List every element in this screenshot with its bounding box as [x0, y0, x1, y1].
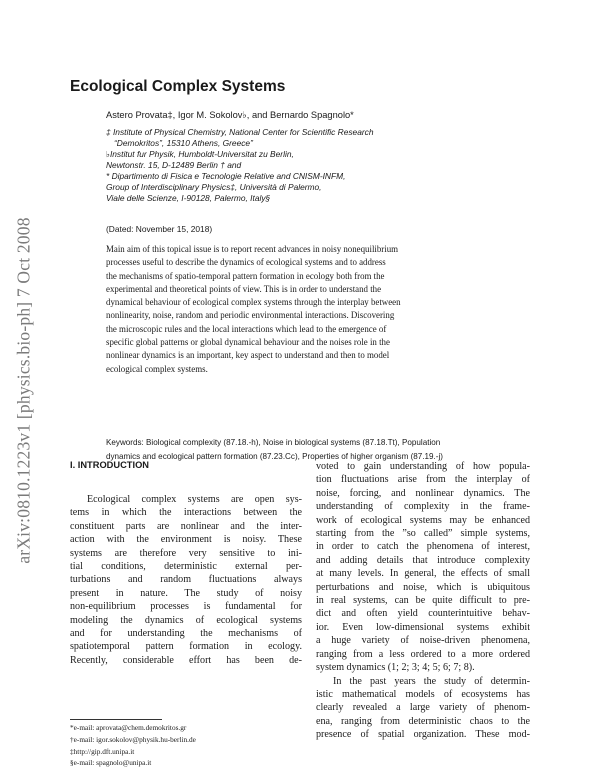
footnote-email-spagnolo: §e-mail: spagnolo@unipa.it [70, 758, 152, 768]
affiliation-line: Group of Interdisciplinary Physics‡, Università di Palermo, [106, 182, 322, 192]
abstract-line: the microscopic rules and the local interactions which lead to the emergence of [106, 323, 387, 334]
body-line: in real systems, can be quite difficult to pre- [316, 595, 530, 607]
body-line: Ecological complex systems are open sys- [87, 494, 302, 505]
body-line: ranging from a less ordered to a more ordered [316, 648, 530, 660]
abstract-line: ecological complex systems. [106, 363, 208, 374]
affiliations [106, 127, 374, 204]
body-line: tion fluctuations arise from the interplay of [316, 474, 530, 486]
body-line: constituent parts are nonlinear and the inter- [70, 520, 302, 532]
body-line: present in nature. The study of noisy [70, 587, 302, 599]
body-line: action with the environment is noisy. These [70, 534, 302, 546]
abstract-line: dynamical behaviour of ecological complex systems through the interplay between [106, 297, 401, 308]
body-line: systems are therefore very sensitive to ini- [70, 547, 302, 559]
body-line: noise, forcing, and nonlinear dynamics. The [316, 487, 530, 499]
affiliation-line: Newtonstr. 15, D-12489 Berlin † and [106, 160, 242, 170]
body-line: turbations and random fluctuations always [70, 574, 302, 586]
affiliation-line: ‡ Institute of Physical Chemistry, National Center for Scientific Research [106, 127, 374, 137]
footnote-url-gip: ‡http://gip.dft.unipa.it [70, 746, 135, 756]
body-line: modeling the dynamics of ecological systems [70, 614, 302, 626]
body-line: a huge variety of noise-driven phenomena, [316, 635, 530, 647]
affiliation-line: “Demokritos”, 15310 Athens, Greece” [114, 138, 253, 148]
body-line: non-equilibrium processes is fundamental for [70, 601, 302, 613]
arxiv-identifier-text: arXiv:0810.1223v1 [physics.bio-ph] 7 Oct 2008 [13, 216, 34, 564]
abstract-line: processes useful to describe the dynamics of ecological systems and to address [106, 257, 386, 268]
body-line: perturbations and noise, which is ubiquitous [316, 581, 530, 593]
abstract-line: experimental and theoretical points of view. This is in order to understand the [106, 283, 382, 294]
left-column-text [70, 493, 302, 667]
body-line: clearly revealed a large variety of phenom- [316, 702, 530, 714]
arxiv-identifier-stamp [6, 180, 42, 600]
author-list: Astero Provata‡, Igor M. Sokolov♭, and Bernardo Spagnolo* [106, 110, 354, 120]
body-line: spatiotemporal pattern formation in ecology. [70, 641, 302, 653]
date-line: (Dated: November 15, 2018) [106, 224, 213, 234]
abstract-line: nonlinearity, noise, random and periodic environmental interactions. Discovering [106, 310, 395, 321]
abstract [106, 243, 518, 376]
body-line: ior. Even low-dimensional systems exhibit [316, 621, 530, 633]
body-line: starting from the ”so called” simple systems, [316, 528, 530, 540]
body-line: and for understanding the mechanisms of [70, 628, 302, 640]
body-line: tems in which the interactions between the [70, 507, 302, 519]
body-line: ena, ranging from deterministic chaos to the [316, 715, 530, 727]
body-line: work of ecological systems may be enhanced [316, 514, 530, 526]
body-line: in order to catch the phenomena of interest, [316, 541, 530, 553]
body-line: presence of spatial organization. These mod- [316, 729, 530, 741]
body-line: at many levels. In general, the effects of small [316, 568, 530, 580]
section-heading-introduction: I. INTRODUCTION [70, 460, 150, 470]
body-line: istic mathematical models of ecosystems has [316, 688, 530, 700]
footnote-divider [70, 719, 162, 720]
body-line: and adding details that introduce complexity [316, 554, 530, 566]
footnote-email-provata: *e-mail: aprovata@chem.demokritos.gr [70, 723, 187, 732]
right-column-text [316, 460, 530, 742]
abstract-line: specific global patterns or global dynamical behaviour and the noises role in the [106, 337, 390, 348]
footnotes [70, 722, 196, 769]
paper-title: Ecological Complex Systems [70, 78, 286, 95]
body-line: voted to gain understanding of how popula- [316, 461, 530, 472]
body-line: In the past years the study of determin- [333, 675, 530, 687]
body-line: understanding of complexity in the frame- [316, 501, 530, 513]
abstract-line: the mechanisms of spatio-temporal pattern formation in ecology both from the [106, 270, 385, 281]
body-line: tial conditions, deterministic external per- [70, 561, 302, 573]
keywords-line: dynamics and ecological pattern formation (87.23.Cc), Properties of higher organism (87.19.-j) [106, 451, 443, 461]
body-line: system dynamics (1; 2; 3; 4; 5; 6; 7; 8). [316, 662, 475, 674]
body-line: Recently, considerable effort has been de- [70, 654, 302, 666]
keywords [106, 436, 526, 463]
footnote-email-sokolov: †e-mail: igor.sokolov@physik.hu-berlin.de [70, 734, 196, 744]
abstract-line: Main aim of this topical issue is to report recent advances in noisy nonequilibrium [106, 244, 399, 254]
affiliation-line: Viale delle Scienze, I-90128, Palermo, Italy§ [106, 193, 271, 203]
affiliation-line: * Dipartimento di Fisica e Tecnologie Relative and CNISM-INFM, [106, 171, 346, 181]
affiliation-line: ♭Institut fur Physik, Humboldt-Universitat zu Berlin, [106, 149, 294, 159]
body-line: dict and often yield counterintuitive behav- [316, 608, 530, 620]
abstract-line: nonlinear dynamics is an important, key aspect to understand and then to model [106, 350, 390, 361]
keywords-line: Keywords: Biological complexity (87.18.-h), Noise in biological systems (87.18.Tt), Population [106, 438, 441, 447]
